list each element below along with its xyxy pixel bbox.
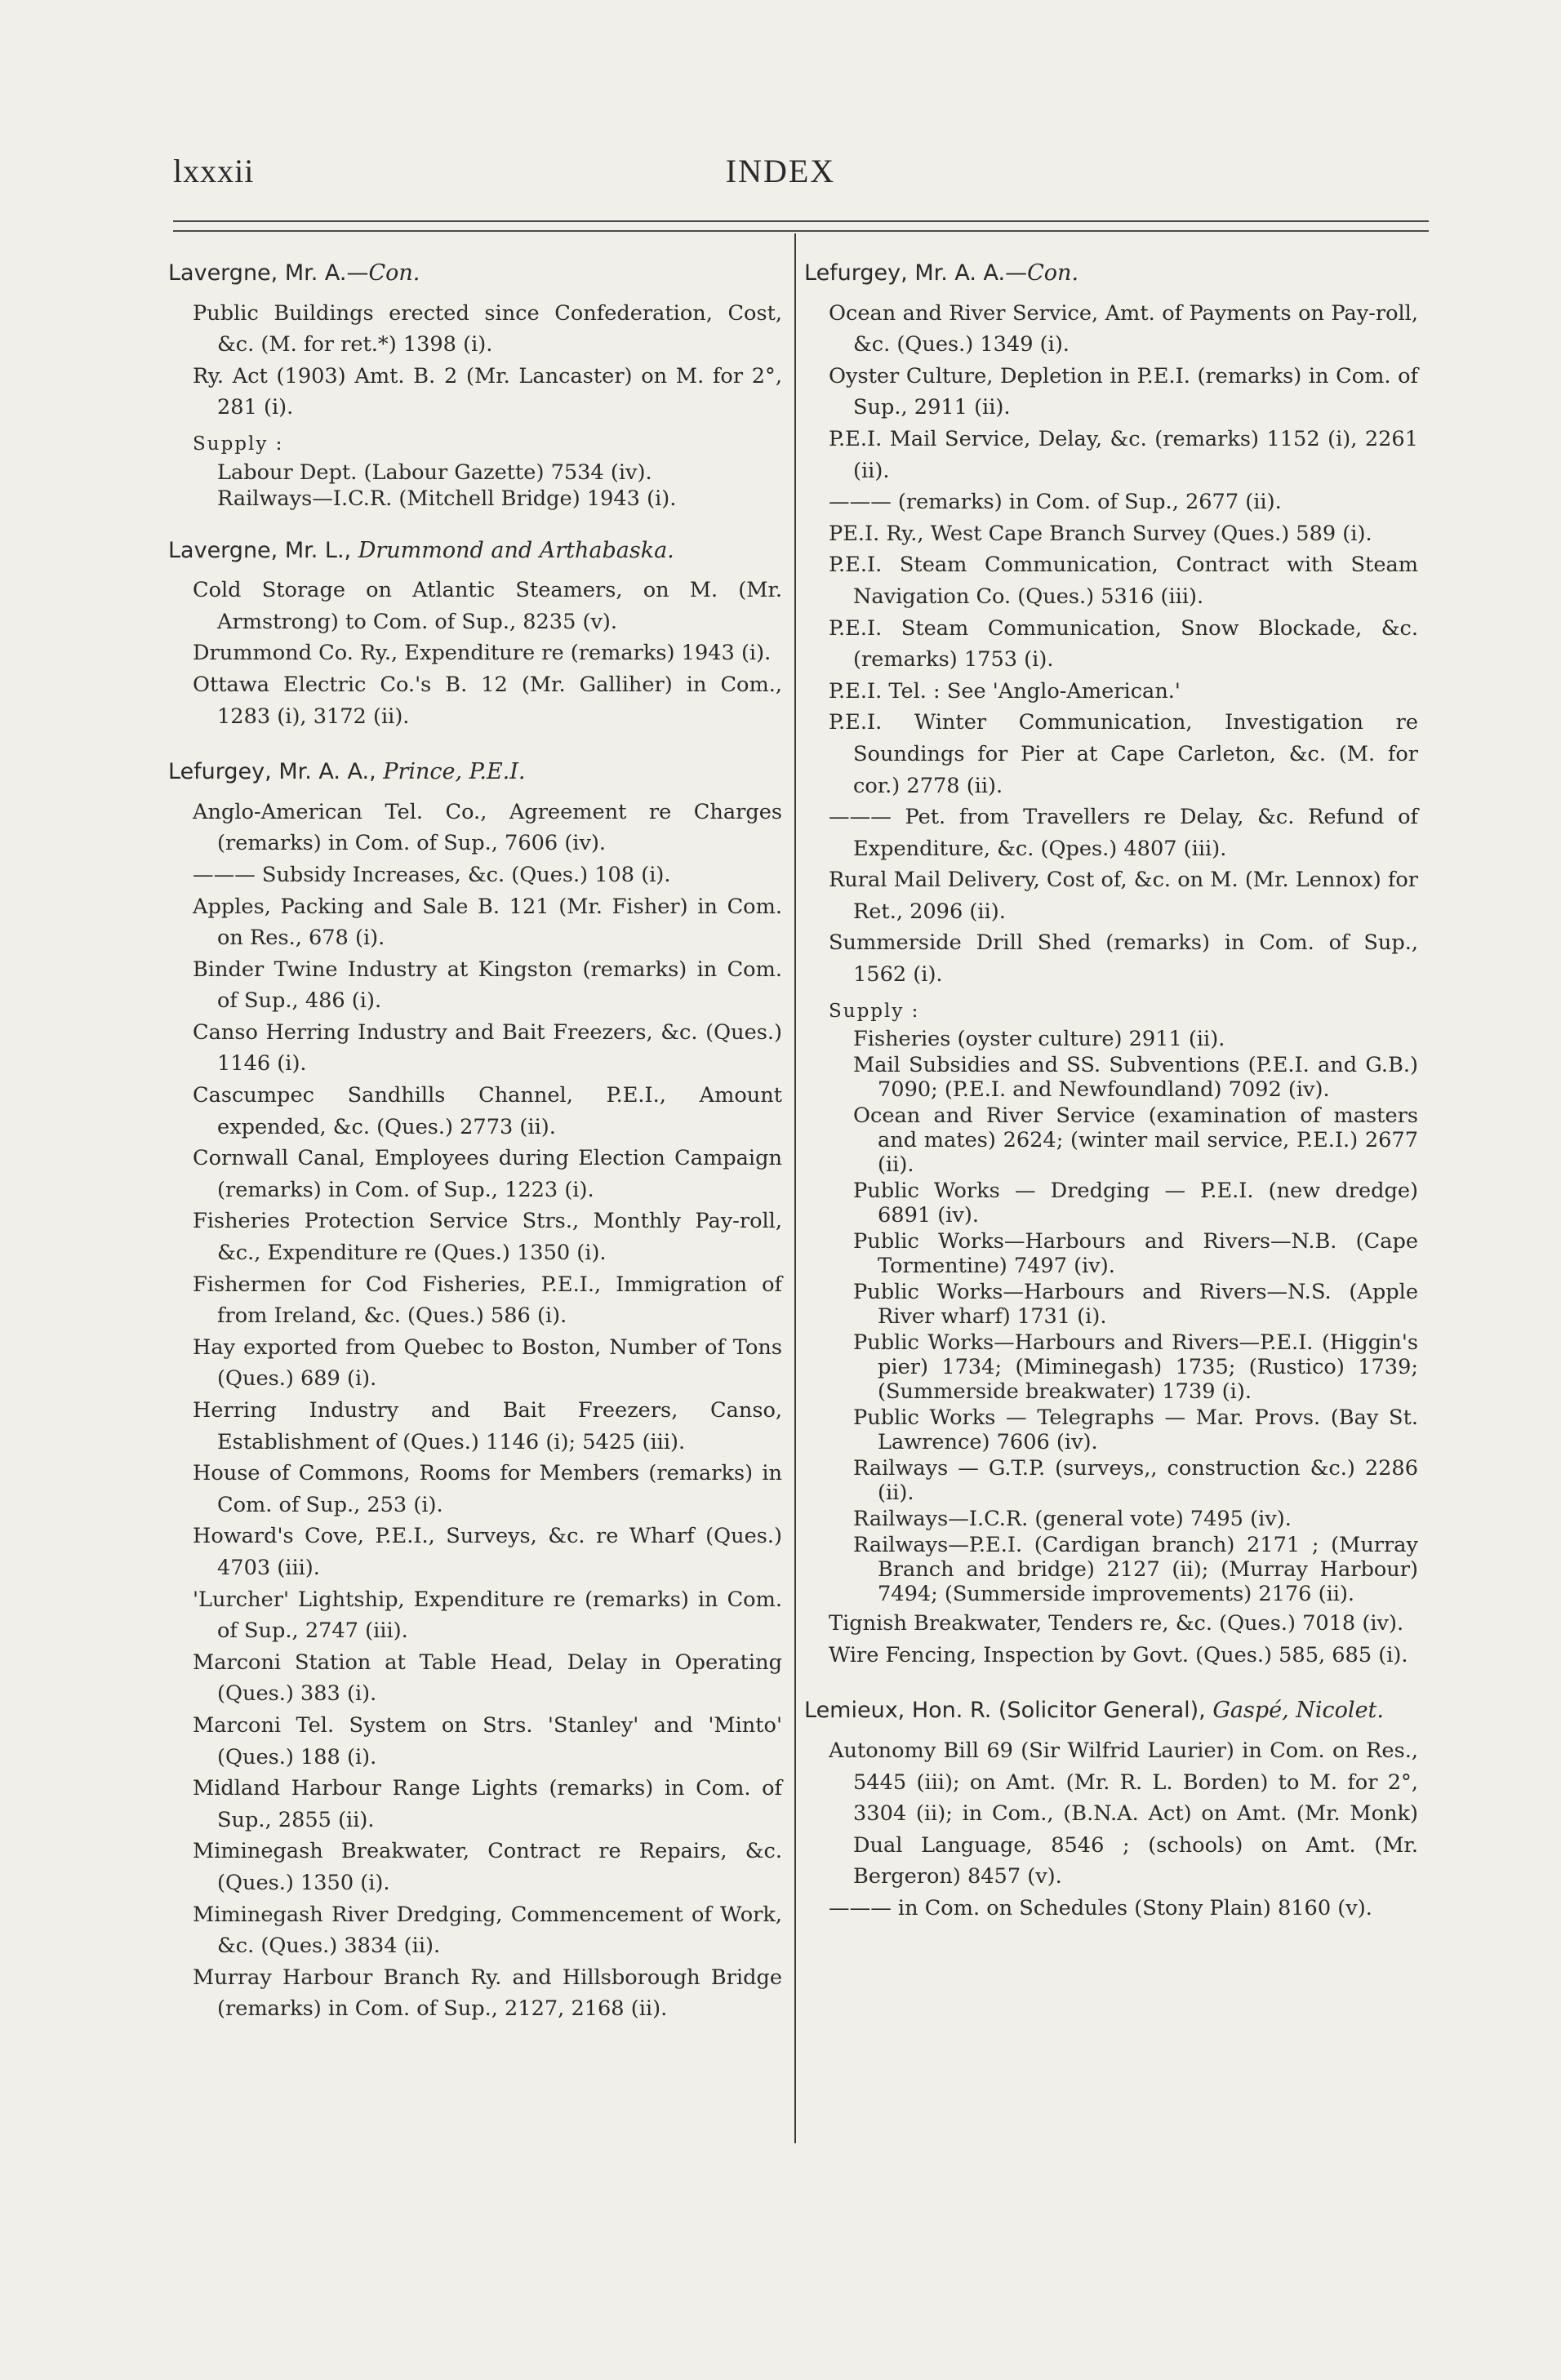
index-entry: ——— (remarks) in Com. of Sup., 2677 (ii).	[829, 490, 1282, 515]
header-rule-top	[173, 220, 1429, 222]
page-number: lxxxii	[173, 153, 255, 189]
index-heading: Lefurgey, Mr. A. A.—Con.	[804, 260, 1079, 286]
supply-entry: Railways—P.E.I. (Cardigan branch) 2171 ; (Murray Branch and bridge) 2127 (ii); (Murray Harbour) 7494; (Summerside improvements) 2176 (ii).	[853, 1533, 1418, 1607]
index-entry: Ottawa Electric Co.'s B. 12 (Mr. Galliher) in Com., 1283 (i), 3172 (ii).	[193, 672, 782, 729]
index-entry: Public Buildings erected since Confederation, Cost, &c. (M. for ret.*) 1398 (i).	[193, 300, 782, 357]
index-entry: Midland Harbour Range Lights (remarks) in Com. of Sup., 2855 (ii).	[193, 1776, 782, 1832]
index-entry: ——— Subsidy Increases, &c. (Ques.) 108 (i).	[193, 862, 671, 887]
index-entry: Summerside Drill Shed (remarks) in Com. of Sup., 1562 (i).	[829, 930, 1418, 988]
index-entry: Herring Industry and Bait Freezers, Canso, Establishment of (Ques.) 1146 (i); 5425 (iii).	[193, 1398, 782, 1454]
index-entry: Marconi Station at Table Head, Delay in Operating (Ques.) 383 (i).	[193, 1650, 782, 1707]
index-entry: ——— Pet. from Travellers re Delay, &c. Refund of Expenditure, &c. (Qpes.) 4807 (iii).	[829, 805, 1418, 861]
index-entry: Marconi Tel. System on Strs. 'Stanley' and 'Minto' (Ques.) 188 (i).	[193, 1712, 782, 1769]
supply-entry: Public Works—Harbours and Rivers—P.E.I. (Higgin's pier) 1734; (Miminegash) 1735; (Rustico) 1739; (Summerside breakwater) 1739 (i).	[853, 1330, 1418, 1405]
supply-entry: Railways—I.C.R. (Mitchell Bridge) 1943 (i).	[217, 486, 677, 511]
index-heading: Lefurgey, Mr. A. A., Prince, P.E.I.	[168, 759, 526, 785]
index-entry: Tignish Breakwater, Tenders re, &c. (Ques.) 7018 (iv).	[829, 1611, 1404, 1636]
index-entry: Wire Fencing, Inspection by Govt. (Ques.) 585, 685 (i).	[829, 1642, 1408, 1667]
supply-entry: Labour Dept. (Labour Gazette) 7534 (iv).	[217, 460, 652, 485]
index-entry: Ocean and River Service, Amt. of Payments on Pay-roll, &c. (Ques.) 1349 (i).	[829, 300, 1418, 357]
index-entry: Ry. Act (1903) Amt. B. 2 (Mr. Lancaster) on M. for 2°, 281 (i).	[193, 363, 782, 420]
index-entry: P.E.I. Winter Communication, Investigation re Soundings for Pier at Cape Carleton, &c. (M. for cor.) 2778 (ii).	[829, 710, 1418, 798]
index-entry: Canso Herring Industry and Bait Freezers, &c. (Ques.) 1146 (i).	[193, 1019, 782, 1077]
index-heading: Lavergne, Mr. L., Drummond and Arthabaska.	[168, 537, 674, 563]
index-entry: Rural Mail Delivery, Cost of, &c. on M. (Mr. Lennox) for Ret., 2096 (ii).	[829, 868, 1418, 924]
index-entry: Cornwall Canal, Employees during Election Campaign (remarks) in Com. of Sup., 1223 (i).	[193, 1146, 782, 1202]
supply-entry: Public Works—Harbours and Rivers—N.S. (Apple River wharf) 1731 (i).	[853, 1280, 1418, 1330]
supply-label: Supply :	[193, 433, 284, 455]
index-entry: Drummond Co. Ry., Expenditure re (remarks) 1943 (i).	[193, 641, 772, 666]
index-entry: 'Lurcher' Lightship, Expenditure re (remarks) in Com. of Sup., 2747 (iii).	[193, 1587, 782, 1644]
supply-entry: Railways — G.T.P. (surveys,, construction &c.) 2286 (ii).	[853, 1456, 1418, 1506]
supply-entry: Mail Subsidies and SS. Subventions (P.E.I. and G.B.) 7090; (P.E.I. and Newfoundland) 7092 (iv).	[853, 1053, 1418, 1103]
index-entry: P.E.I. Steam Communication, Snow Blockade, &c. (remarks) 1753 (i).	[829, 615, 1418, 673]
index-entry: Fishermen for Cod Fisheries, P.E.I., Immigration of from Ireland, &c. (Ques.) 586 (i).	[193, 1272, 782, 1329]
supply-entry: Public Works — Dredging — P.E.I. (new dredge) 6891 (iv).	[853, 1179, 1418, 1228]
left-column	[168, 258, 782, 2025]
index-entry: House of Commons, Rooms for Members (remarks) in Com. of Sup., 253 (i).	[193, 1461, 782, 1517]
page-title: INDEX	[725, 153, 836, 189]
index-entry: Miminegash Breakwater, Contract re Repairs, &c. (Ques.) 1350 (i).	[193, 1839, 782, 1895]
index-entry: Cascumpec Sandhills Channel, P.E.I., Amount expended, &c. (Ques.) 2773 (ii).	[193, 1083, 782, 1139]
index-entry: P.E.I. Steam Communication, Contract with Steam Navigation Co. (Ques.) 5316 (iii).	[829, 553, 1418, 609]
supply-entry: Public Works — Telegraphs — Mar. Provs. (Bay St. Lawrence) 7606 (iv).	[853, 1405, 1418, 1455]
index-entry: Fisheries Protection Service Strs., Monthly Pay-roll, &c., Expenditure re (Ques.) 1350 (i).	[193, 1209, 782, 1266]
header-rule-bottom	[173, 230, 1429, 232]
index-entry: Anglo-American Tel. Co., Agreement re Charges (remarks) in Com. of Sup., 7606 (iv).	[193, 799, 782, 856]
index-entry: Murray Harbour Branch Ry. and Hillsborough Bridge (remarks) in Com. of Sup., 2127, 2168 (ii).	[193, 1965, 782, 2022]
index-entry: Howard's Cove, P.E.I., Surveys, &c. re Wharf (Ques.) 4703 (iii).	[193, 1524, 782, 1580]
supply-entry: Ocean and River Service (examination of masters and mates) 2624; (winter mail service, P.E.I.) 2677 (ii).	[853, 1103, 1418, 1178]
index-entry: P.E.I. Tel. : See 'Anglo-American.'	[829, 678, 1181, 704]
supply-label: Supply :	[829, 1000, 920, 1022]
index-entry: Autonomy Bill 69 (Sir Wilfrid Laurier) in Com. on Res., 5445 (iii); on Amt. (Mr. R. L. Borden) to M. for 2°, 3304 (ii); in Com., (B.N.A. Act) on Amt. (Mr. Monk) Dual Language, 8546 ; (schools) on Amt. (Mr. Bergeron) 8457 (v).	[829, 1738, 1418, 1889]
supply-entry: Fisheries (oyster culture) 2911 (ii).	[853, 1027, 1225, 1052]
column-divider	[794, 233, 796, 2143]
index-entry: Apples, Packing and Sale B. 121 (Mr. Fisher) in Com. on Res., 678 (i).	[193, 894, 782, 951]
index-entry: P.E.I. Mail Service, Delay, &c. (remarks) 1152 (i), 2261 (ii).	[829, 426, 1418, 483]
supply-entry: Railways—I.C.R. (general vote) 7495 (iv).	[853, 1507, 1292, 1532]
index-entry: PE.I. Ry., West Cape Branch Survey (Ques.) 589 (i).	[829, 521, 1372, 546]
index-heading: Lemieux, Hon. R. (Solicitor General), Gaspé, Nicolet.	[804, 1698, 1384, 1724]
index-entry: Binder Twine Industry at Kingston (remarks) in Com. of Sup., 486 (i).	[193, 957, 782, 1014]
index-heading: Lavergne, Mr. A.—Con.	[168, 260, 420, 286]
index-entry: Hay exported from Quebec to Boston, Number of Tons (Ques.) 689 (i).	[193, 1334, 782, 1392]
right-column	[804, 258, 1418, 1925]
index-entry: Cold Storage on Atlantic Steamers, on M. (Mr. Armstrong) to Com. of Sup., 8235 (v).	[193, 578, 782, 634]
index-entry: Miminegash River Dredging, Commencement of Work, &c. (Ques.) 3834 (ii).	[193, 1902, 782, 1959]
supply-entry: Public Works—Harbours and Rivers—N.B. (Cape Tormentine) 7497 (iv).	[853, 1229, 1418, 1279]
index-entry: ——— in Com. on Schedules (Stony Plain) 8160 (v).	[829, 1896, 1372, 1920]
index-entry: Oyster Culture, Depletion in P.E.I. (remarks) in Com. of Sup., 2911 (ii).	[829, 363, 1418, 420]
